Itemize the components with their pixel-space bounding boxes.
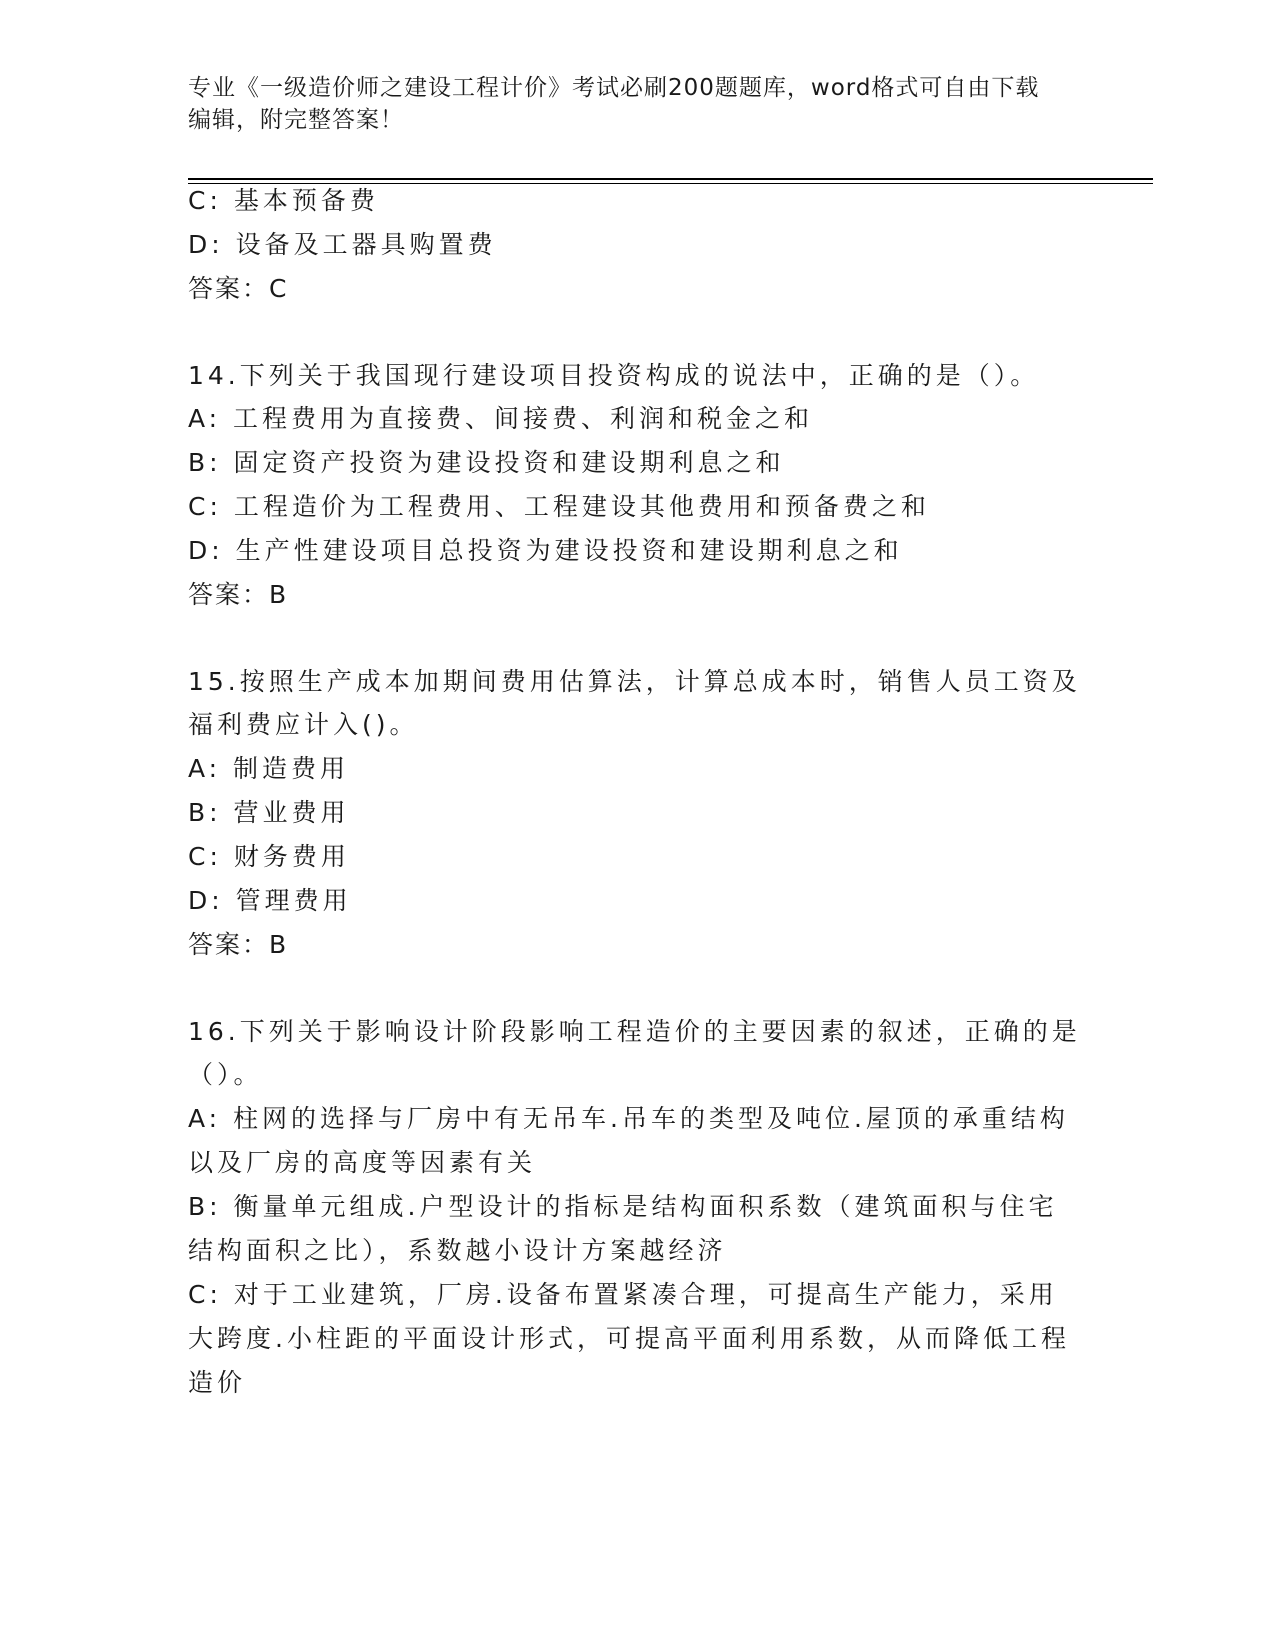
q16-option-b-line-1: B: 衡量单元组成.户型设计的指标是结构面积系数（建筑面积与住宅 xyxy=(188,1192,1058,1221)
q16-option-b-line-2: 结构面积之比），系数越小设计方案越经济 xyxy=(188,1236,727,1265)
q16-stem-line-1: 16.下列关于影响设计阶段影响工程造价的主要因素的叙述，正确的是 xyxy=(188,1017,1081,1046)
q15-stem-line-1: 15.按照生产成本加期间费用估算法，计算总成本时，销售人员工资及 xyxy=(188,667,1081,696)
header-line-1: 专业《一级造价师之建设工程计价》考试必刷200题题库，word格式可自由下载 xyxy=(188,75,1040,101)
q16-option-c-line-2: 大跨度.小柱距的平面设计形式，可提高平面利用系数，从而降低工程 xyxy=(188,1324,1070,1353)
q15-option-a: A: 制造费用 xyxy=(188,754,350,783)
q16-option-a-line-1: A: 柱网的选择与厂房中有无吊车.吊车的类型及吨位.屋顶的承重结构 xyxy=(188,1104,1069,1133)
q16-stem-line-2: （）。 xyxy=(188,1060,263,1089)
q15-option-d: D: 管理费用 xyxy=(188,886,352,915)
q15-option-c: C: 财务费用 xyxy=(188,842,350,871)
q14-option-a: A: 工程费用为直接费、间接费、利润和税金之和 xyxy=(188,404,814,433)
q15-option-b: B: 营业费用 xyxy=(188,798,350,827)
q14-stem: 14.下列关于我国现行建设项目投资构成的说法中，正确的是（）。 xyxy=(188,361,1040,390)
q13-option-d: D: 设备及工器具购置费 xyxy=(188,230,497,259)
q14-option-b: B: 固定资产投资为建设投资和建设期利息之和 xyxy=(188,448,785,477)
header-line-2: 编辑，附完整答案！ xyxy=(188,107,404,133)
document-header xyxy=(188,72,1068,136)
q15-stem-line-2: 福利费应计入()。 xyxy=(188,710,419,739)
q13-answer: 答案：C xyxy=(188,274,289,303)
header-divider-thick xyxy=(188,178,1153,180)
q16-option-a-line-2: 以及厂房的高度等因素有关 xyxy=(188,1148,537,1177)
q14-option-d: D: 生产性建设项目总投资为建设投资和建设期利息之和 xyxy=(188,536,903,565)
q14-option-c: C: 工程造价为工程费用、工程建设其他费用和预备费之和 xyxy=(188,492,930,521)
q13-option-c: C: 基本预备费 xyxy=(188,186,379,215)
q15-answer: 答案：B xyxy=(188,930,289,959)
q16-option-c-line-1: C: 对于工业建筑，厂房.设备布置紧凑合理，可提高生产能力，采用 xyxy=(188,1280,1058,1309)
q14-answer: 答案：B xyxy=(188,580,289,609)
q16-option-c-line-3: 造价 xyxy=(188,1368,247,1397)
